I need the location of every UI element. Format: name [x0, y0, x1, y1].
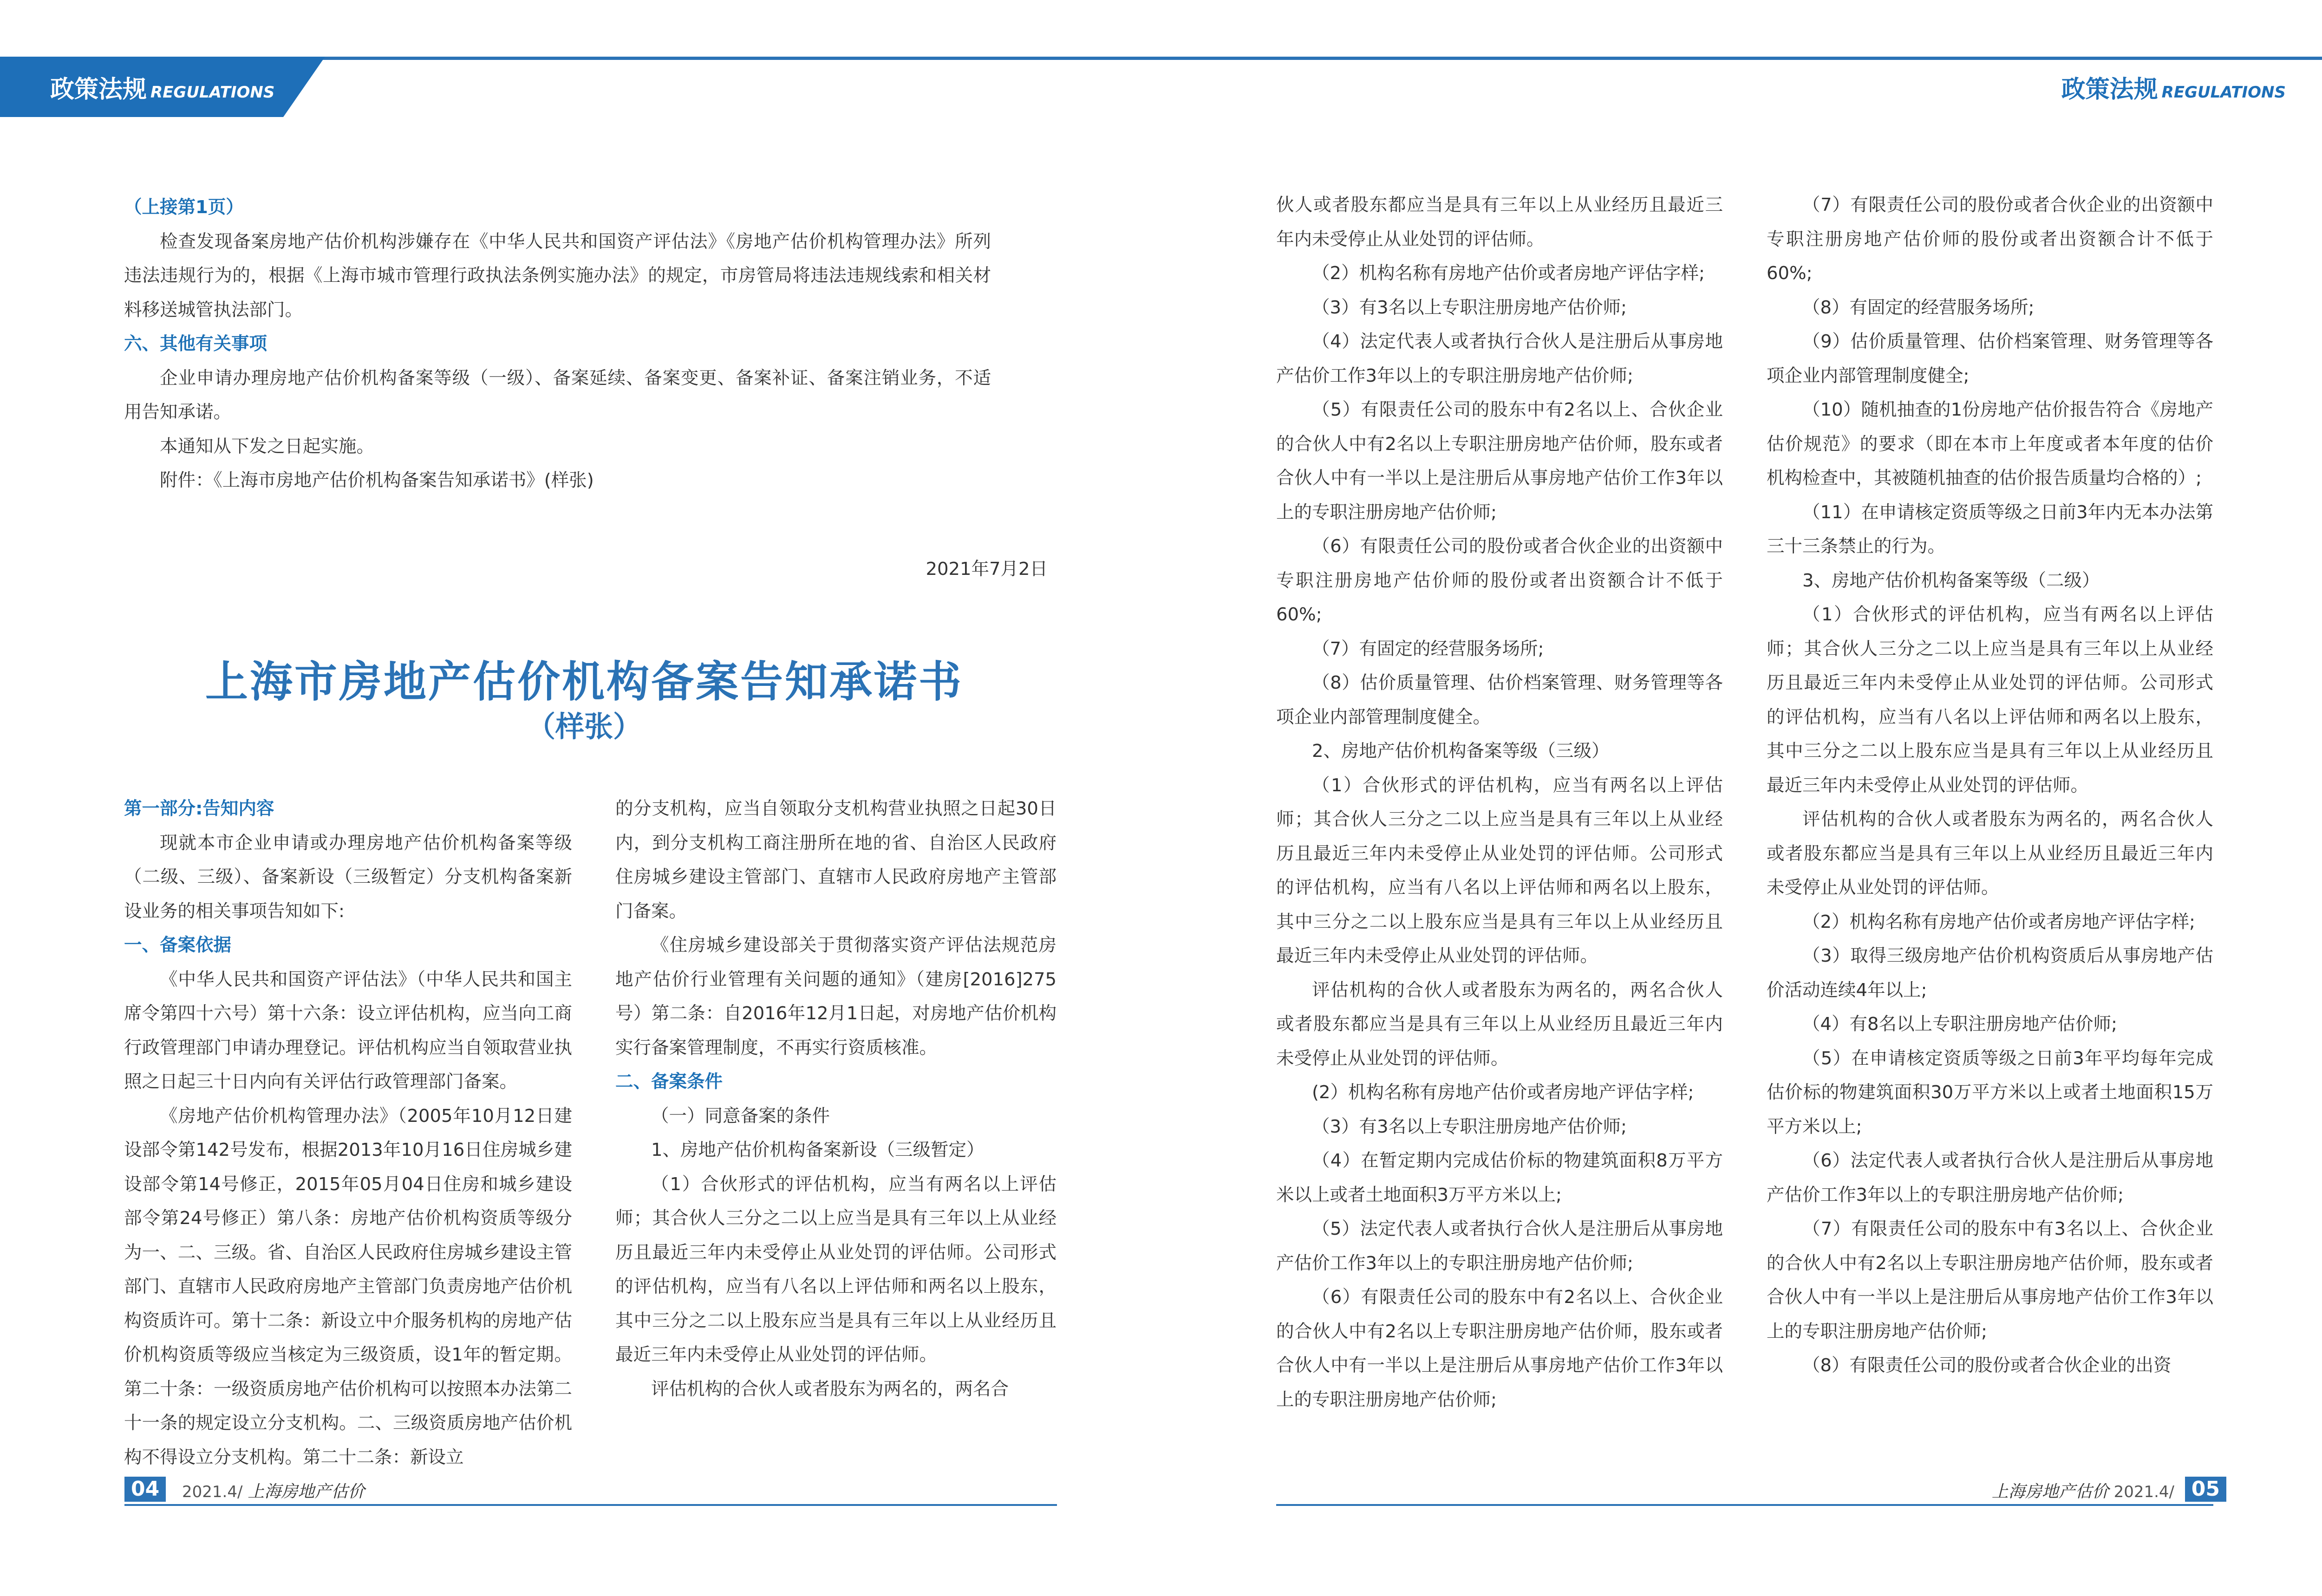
issue-number: 2021.4/ [182, 1483, 243, 1501]
paragraph: 1、房地产估价机构备案新设（三级暂定） [651, 1140, 985, 1160]
paragraph: 2、房地产估价机构备案等级（三级） [1312, 741, 1610, 762]
paragraph: （6）有限责任公司的股份或者合伙企业的出资额中专职注册房地产估价师的股份或者出资额合计不低于60%; [1276, 536, 1723, 625]
paragraph: (2）机构名称有房地产估价或者房地产评估字样; [1312, 1082, 1694, 1103]
paragraph: 评估机构的合伙人或者股东为两名的，两名合 [651, 1378, 1009, 1400]
footer-issue [182, 1479, 365, 1502]
paragraph: （7）有限责任公司的股份或者合伙企业的出资额中专职注册房地产估价师的股份或者出资额合计不低于60%; [1767, 195, 2213, 284]
footer-rule [124, 1504, 1057, 1506]
paragraph: 检查发现备案房地产估价机构涉嫌存在《中华人民共和国资产评估法》《房地产估价机构管理办法》所列违法违规行为的，根据《上海市城市管理行政执法条例实施办法》的规定，市房管局将违法违规线索和相关材料移送城管执法部门。 [124, 231, 991, 320]
paragraph: 评估机构的合伙人或者股东为两名的，两名合伙人或者股东都应当是具有三年以上从业经历且最近三年内未受停止从业处罚的评估师。 [1767, 809, 2213, 898]
paragraph: （6）法定代表人或者执行合伙人是注册后从事房地产估价工作3年以上的专职注册房地产估价师; [1767, 1150, 2213, 1205]
magazine-name: 上海房地产估价 [248, 1482, 365, 1501]
paragraph: 企业申请办理房地产估价机构备案等级（一级）、备案延续、备案变更、备案补证、备案注销业务，不适用告知承诺。 [124, 367, 991, 423]
issue-date: 2021年7月2日 [926, 559, 1048, 580]
magazine-name: 上海房地产估价 [1991, 1482, 2109, 1501]
continued-note: （上接第1页） [124, 197, 244, 218]
paragraph: （4）法定代表人或者执行合伙人是注册后从事房地产估价工作3年以上的专职注册房地产估价师; [1276, 331, 1723, 386]
paragraph: 的分支机构，应当自领取分支机构营业执照之日起30日内，到分支机构工商注册所在地的省、自治区人民政府住房城乡建设主管部门、直辖市人民政府房地产主管部门备案。 [615, 798, 1057, 922]
paragraph: 《中华人民共和国资产评估法》（中华人民共和国主席令第四十六号）第十六条：设立评估机构，应当向工商行政管理部门申请办理登记。评估机构应当自领取营业执照之日起三十日内向有关评估行政管理部门备案。 [124, 969, 572, 1092]
section-title-cn: 政策法规 [2061, 76, 2158, 104]
paragraph: （3）有3名以上专职注册房地产估价师; [1312, 1116, 1627, 1137]
paragraph: （5）在申请核定资质等级之日前3年平均每年完成估价标的物建筑面积30万平方米以上或者土地面积15万平方米以上; [1767, 1048, 2213, 1137]
paragraph: （3）取得三级房地产估价机构资质后从事房地产估价活动连续4年以上; [1767, 945, 2213, 1001]
right-column-2 [1767, 188, 2213, 1383]
issue-number: 2021.4/ [2113, 1483, 2174, 1501]
paragraph: 伙人或者股东都应当是具有三年以上从业经历且最近三年内未受停止从业处罚的评估师。 [1276, 195, 1723, 250]
paragraph: 本通知从下发之日起实施。 [160, 436, 375, 457]
paragraph: （8）有限责任公司的股份或者合伙企业的出资 [1802, 1355, 2172, 1376]
paragraph: （6）有限责任公司的股东中有2名以上、合伙企业的合伙人中有2名以上专职注册房地产估价师，股东或者合伙人中有一半以上是注册后从事房地产估价工作3年以上的专职注册房地产估价师; [1276, 1287, 1723, 1410]
section-title-cn: 政策法规 [50, 76, 147, 104]
section-header [50, 70, 274, 104]
section-title-en: REGULATIONS [2161, 83, 2286, 102]
paragraph: （5）法定代表人或者执行合伙人是注册后从事房地产估价工作3年以上的专职注册房地产估价师; [1276, 1218, 1723, 1274]
right-column-1 [1276, 188, 1723, 1417]
paragraph: （4）在暂定期内完成估价标的物建筑面积8万平方米以上或者土地面积3万平方米以上; [1276, 1150, 1723, 1205]
attachment-note: 附件：《上海市房地产估价机构备案告知承诺书》(样张) [160, 470, 594, 491]
paragraph: （1）合伙形式的评估机构，应当有两名以上评估师；其合伙人三分之二以上应当是具有三年以上从业经历且最近三年内未受停止从业处罚的评估师。公司形式的评估机构，应当有八名以上评估师和两名以上股东，其中三分之二以上股东应当是具有三年以上从业经历且最近三年内未受停止从业处罚的评估师。 [615, 1173, 1057, 1365]
paragraph: 《房地产估价机构管理办法》（2005年10月12日建设部令第142号发布，根据2013年10月16日住房城乡建设部令第14号修正，2015年05月04日住房和城乡建设部令第24号修正）第八条：房地产估价机构资质等级分为一、二、三级。省、自治区人民政府住房城乡建设主管部门、直辖市人民政府房地产主管部门负责房地产估价机构资质许可。第十二条：新设立中介服务机构的房地产估价机构资质等级应当核定为三级资质，设1年的暂定期。第二十条：一级资质房地产估价机构可以按照本办法第二十一条的规定设立分支机构。二、三级资质房地产估价机构不得设立分支机构。第二十二条：新设立 [124, 1105, 572, 1468]
paragraph: （5）有限责任公司的股东中有2名以上、合伙企业的合伙人中有2名以上专职注册房地产估价师，股东或者合伙人中有一半以上是注册后从事房地产估价工作3年以上的专职注册房地产估价师; [1276, 399, 1723, 523]
section-heading: 一、备案依据 [124, 935, 232, 956]
left-column-1 [124, 792, 572, 1474]
paragraph: （1）合伙形式的评估机构，应当有两名以上评估师；其合伙人三分之二以上应当是具有三年以上从业经历且最近三年内未受停止从业处罚的评估师。公司形式的评估机构，应当有八名以上评估师和两名以上股东，其中三分之二以上股东应当是具有三年以上从业经历且最近三年内未受停止从业处罚的评估师。 [1767, 604, 2213, 796]
paragraph: 《住房城乡建设部关于贯彻落实资产评估法规范房地产估价行业管理有关问题的通知》（建房[2016]275号）第二条：自2016年12月1日起，对房地产估价机构实行备案管理制度，不再实行资质核准。 [615, 935, 1057, 1058]
paragraph: （1）合伙形式的评估机构，应当有两名以上评估师；其合伙人三分之二以上应当是具有三年以上从业经历且最近三年内未受停止从业处罚的评估师。公司形式的评估机构，应当有八名以上评估师和两名以上股东，其中三分之二以上股东应当是具有三年以上从业经历且最近三年内未受停止从业处罚的评估师。 [1276, 775, 1723, 966]
intro-block [124, 190, 991, 498]
document-title: 上海市房地产估价机构备案告知承诺书 [205, 657, 963, 707]
page-number: 05 [2185, 1477, 2226, 1502]
right-page [1168, 0, 2322, 1596]
paragraph: （8）有固定的经营服务场所; [1802, 297, 2035, 318]
paragraph: （2）机构名称有房地产估价或者房地产评估字样; [1802, 911, 2195, 932]
section-title-en: REGULATIONS [150, 83, 275, 102]
paragraph: （7）有固定的经营服务场所; [1312, 638, 1544, 659]
paragraph: （4）有8名以上专职注册房地产估价师; [1802, 1014, 2117, 1035]
document-subtitle: （样张） [526, 710, 642, 743]
paragraph: 评估机构的合伙人或者股东为两名的，两名合伙人或者股东都应当是具有三年以上从业经历且最近三年内未受停止从业处罚的评估师。 [1276, 979, 1723, 1069]
paragraph: 现就本市企业申请或办理房地产估价机构备案等级（二级、三级）、备案新设（三级暂定）分支机构备案新设业务的相关事项告知如下: [124, 832, 572, 922]
paragraph: （11）在申请核定资质等级之日前3年内无本办法第三十三条禁止的行为。 [1767, 502, 2213, 557]
paragraph: （9）估价质量管理、估价档案管理、财务管理等各项企业内部管理制度健全; [1767, 331, 2213, 386]
part-heading: 第一部分:告知内容 [124, 798, 274, 819]
paragraph: （10）随机抽查的1份房地产估价报告符合《房地产估价规范》的要求（即在本市上年度或者本年度的估价机构检查中，其被随机抽查的估价报告质量均合格的）; [1767, 399, 2213, 489]
section-heading: 二、备案条件 [615, 1071, 723, 1092]
section-heading: 六、其他有关事项 [124, 333, 267, 354]
paragraph: （3）有3名以上专职注册房地产估价师; [1312, 297, 1627, 318]
paragraph: （一）同意备案的条件 [651, 1105, 830, 1127]
paragraph: （8）估价质量管理、估价档案管理、财务管理等各项企业内部管理制度健全。 [1276, 672, 1723, 728]
footer-rule [1276, 1504, 2213, 1506]
paragraph: （7）有限责任公司的股东中有3名以上、合伙企业的合伙人中有2名以上专职注册房地产估价师，股东或者合伙人中有一半以上是注册后从事房地产估价工作3年以上的专职注册房地产估价师; [1767, 1218, 2213, 1342]
footer-issue [1992, 1479, 2174, 1502]
section-header [2061, 70, 2286, 104]
header-rule [1168, 57, 2322, 60]
left-column-2 [615, 792, 1057, 1406]
page-number: 04 [124, 1477, 166, 1502]
paragraph: （2）机构名称有房地产估价或者房地产评估字样; [1312, 263, 1705, 284]
paragraph: 3、房地产估价机构备案等级（二级） [1802, 570, 2100, 591]
